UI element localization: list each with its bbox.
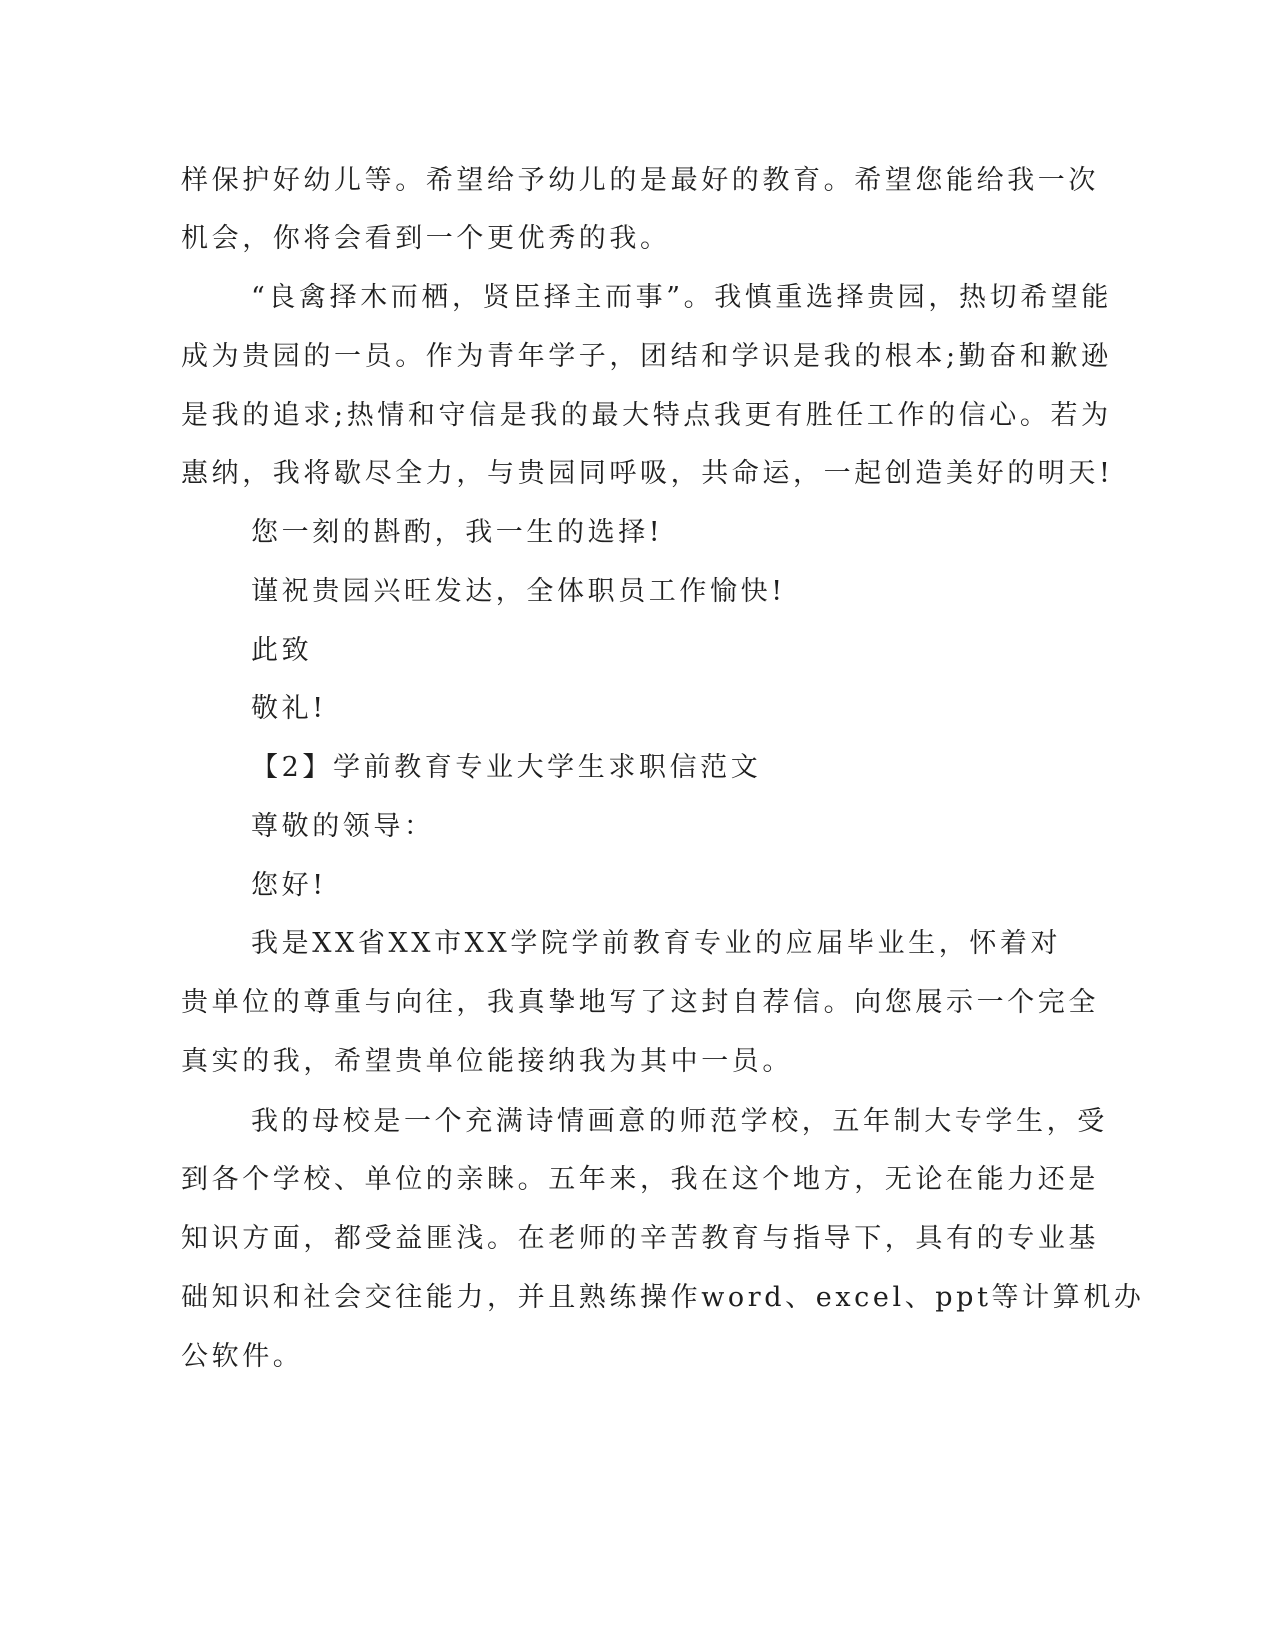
quote-paragraph-line: “良禽择木而栖，贤臣择主而事”。我慎重选择贵园，热切希望能 [251, 282, 1113, 313]
body-text-line: 到各个学校、单位的亲睐。五年来，我在这个地方，无论在能力还是 [181, 1164, 1099, 1195]
greeting-line: 您好! [251, 870, 327, 901]
paragraph-first-line: 我是XX省XX市XX学院学前教育专业的应届毕业生，怀着对 [251, 928, 1062, 959]
body-text-line: 机会，你将会看到一个更优秀的我。 [181, 223, 671, 254]
salutation-line: 此致 [251, 635, 313, 666]
closing-line: 您一刻的斟酌，我一生的选择! [251, 517, 664, 548]
body-text-line: 知识方面，都受益匪浅。在老师的辛苦教育与指导下，具有的专业基 [181, 1223, 1099, 1254]
salutation-line: 敬礼! [251, 693, 327, 724]
body-text-line: 样保护好幼儿等。希望给予幼儿的是最好的教育。希望您能给我一次 [181, 165, 1099, 196]
body-text-line: 成为贵园的一员。作为青年学子，团结和学识是我的根本;勤奋和歉逊 [181, 341, 1112, 372]
greeting-line: 尊敬的领导： [251, 811, 435, 842]
body-text-line: 贵单位的尊重与向往，我真挚地写了这封自荐信。向您展示一个完全 [181, 987, 1099, 1018]
body-text-line: 公软件。 [181, 1341, 304, 1372]
body-text-line: 础知识和社会交往能力，并且熟练操作word、excel、ppt等计算机办 [181, 1282, 1145, 1313]
section-heading: 【2】学前教育专业大学生求职信范文 [251, 752, 762, 783]
body-text-line: 是我的追求;热情和守信是我的最大特点我更有胜任工作的信心。若为 [181, 400, 1112, 431]
closing-line: 谨祝贵园兴旺发达，全体职员工作愉快! [251, 576, 786, 607]
body-text-line: 惠纳，我将歇尽全力，与贵园同呼吸，共命运，一起创造美好的明天! [181, 458, 1114, 489]
paragraph-first-line: 我的母校是一个充满诗情画意的师范学校，五年制大专学生，受 [251, 1106, 1108, 1137]
body-text-line: 真实的我，希望贵单位能接纳我为其中一员。 [181, 1046, 793, 1077]
